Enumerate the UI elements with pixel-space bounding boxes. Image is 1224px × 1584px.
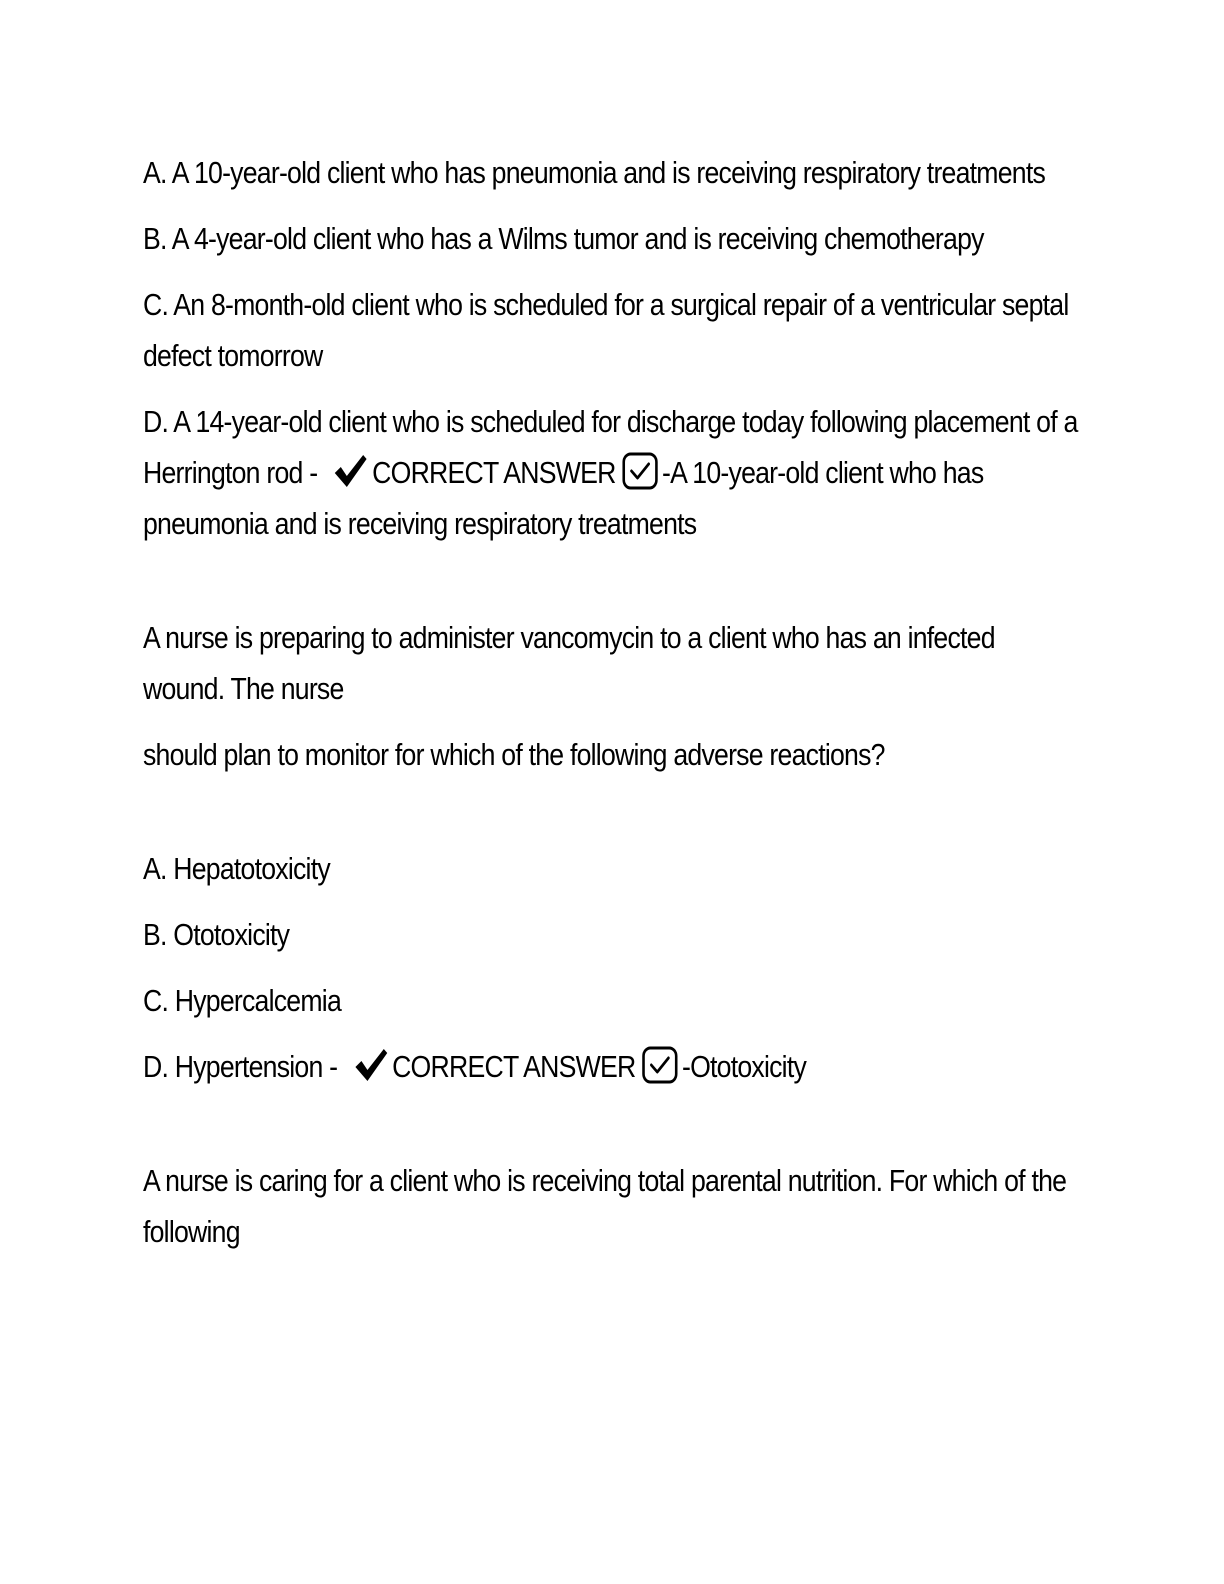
- q2-option-a: A. Hepatotoxicity: [143, 851, 330, 886]
- q2-correct-label: CORRECT ANSWER: [392, 1049, 636, 1084]
- q1-option-a: A. A 10-year-old client who has pneumonia and is receiving respiratory treatments: [143, 155, 1046, 190]
- q2-stem-line-2: should plan to monitor for which of the following adverse reactions?: [143, 737, 885, 772]
- q1-option-c: C. An 8-month-old client who is scheduled for a surgical repair of a ventricular septal defect tomorrow: [143, 287, 1069, 373]
- q2-option-d: D. Hypertension -: [143, 1049, 338, 1084]
- q1-option-d: D. A 14-year-old client who is scheduled for discharge today following placement of a Herrington rod -: [143, 404, 1078, 490]
- check-mark-icon: [353, 1047, 389, 1083]
- checked-box-icon: [641, 1045, 679, 1085]
- q2-option-b: B. Ototoxicity: [143, 917, 290, 952]
- q2-answer: -Ototoxicity: [681, 1049, 807, 1084]
- q1-option-b: B. A 4-year-old client who has a Wilms tumor and is receiving chemotherapy: [143, 221, 984, 256]
- q1-correct-label: CORRECT ANSWER: [372, 455, 616, 490]
- checked-box-icon: [621, 451, 659, 491]
- q1-answer: -A 10-year-old client who has pneumonia and is receiving respiratory treatments: [143, 455, 984, 541]
- q2-option-d-with-answer: [143, 1041, 1080, 1092]
- document-content: [143, 147, 1083, 1257]
- check-mark-icon: [333, 453, 369, 489]
- q2-stem-line-1: A nurse is preparing to administer vancomycin to a client who has an infected wound. The nurse: [143, 620, 995, 706]
- q3-stem: A nurse is caring for a client who is receiving total parental nutrition. For which of the following: [143, 1163, 1067, 1249]
- q2-option-c: C. Hypercalcemia: [143, 983, 342, 1018]
- q1-option-d-with-answer: [143, 396, 1080, 549]
